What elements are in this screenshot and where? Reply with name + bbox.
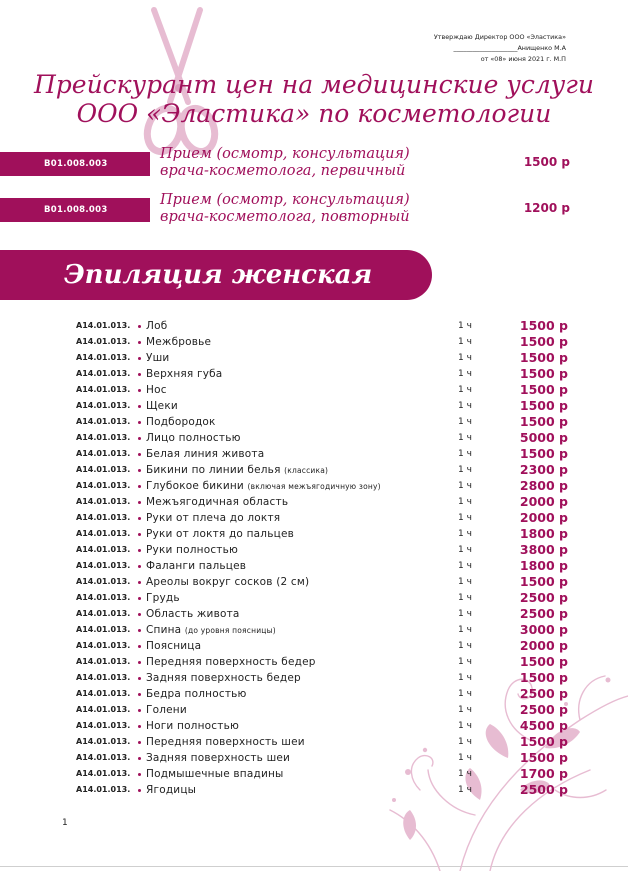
service-code: A14.01.013. xyxy=(76,561,131,570)
bullet-icon xyxy=(138,741,141,744)
bullet-icon xyxy=(138,405,141,408)
bullet-icon xyxy=(138,437,141,440)
service-name xyxy=(146,494,288,510)
table-row xyxy=(0,334,628,350)
service-price: 1500 р xyxy=(519,734,568,749)
service-duration: 1 ч xyxy=(458,353,472,363)
consultation-row xyxy=(0,192,628,232)
service-price: 1500 р xyxy=(519,414,568,429)
service-name xyxy=(146,590,180,606)
service-duration: 1 ч xyxy=(458,529,472,539)
service-name xyxy=(146,382,167,398)
bullet-icon xyxy=(138,389,141,392)
service-code: A14.01.013. xyxy=(76,337,131,346)
service-price: 2300 р xyxy=(519,462,568,477)
service-name xyxy=(160,146,410,180)
service-name-text: Поясница xyxy=(146,640,202,652)
service-name xyxy=(146,638,201,654)
service-name-text: Руки полностью xyxy=(146,544,239,556)
service-price: 1500 р xyxy=(519,750,568,765)
service-name-text: Грудь xyxy=(146,592,180,604)
service-name-text: Передняя поверхность шеи xyxy=(146,736,305,748)
service-price: 1500 р xyxy=(519,382,568,397)
service-name xyxy=(146,398,178,414)
bullet-icon xyxy=(138,645,141,648)
service-price: 1500 р xyxy=(519,574,568,589)
service-name-text: Лицо полностью xyxy=(146,432,241,444)
table-row xyxy=(0,398,628,414)
page-number: 1 xyxy=(62,818,68,828)
table-row xyxy=(0,622,628,638)
service-price: 4500 р xyxy=(519,718,568,733)
service-duration: 1 ч xyxy=(458,609,472,619)
bullet-icon xyxy=(138,661,141,664)
service-code: A14.01.013. xyxy=(76,353,131,362)
service-name-text: Область живота xyxy=(146,608,240,620)
service-code: A14.01.013. xyxy=(76,481,131,490)
service-code: A14.01.013. xyxy=(76,577,131,586)
table-row xyxy=(0,414,628,430)
service-price: 1500 р xyxy=(519,670,568,685)
service-name xyxy=(146,542,238,558)
service-name-text: Задняя поверхность бедер xyxy=(146,672,301,684)
bullet-icon xyxy=(138,693,141,696)
service-name-text: Нос xyxy=(146,384,167,396)
service-duration: 1 ч xyxy=(458,545,472,555)
service-price: 1500 р xyxy=(519,398,568,413)
code-bar xyxy=(0,198,150,222)
bullet-icon xyxy=(138,421,141,424)
service-duration: 1 ч xyxy=(458,433,472,443)
service-price: 2000 р xyxy=(519,510,568,525)
bullet-icon xyxy=(138,757,141,760)
service-name-text: Подмышечные впадины xyxy=(146,768,284,780)
service-duration: 1 ч xyxy=(458,449,472,459)
service-name xyxy=(146,526,294,542)
bullet-icon xyxy=(138,341,141,344)
page-title-line-2: ООО «Эластика» по косметологии xyxy=(76,99,552,128)
service-code: A14.01.013. xyxy=(76,497,131,506)
table-row xyxy=(0,382,628,398)
bullet-icon xyxy=(138,613,141,616)
service-price: 1800 р xyxy=(519,526,568,541)
table-row xyxy=(0,366,628,382)
service-name-text: Голени xyxy=(146,704,187,716)
service-code: A14.01.013. xyxy=(76,609,131,618)
service-price: 2500 р xyxy=(519,782,568,797)
service-code: A14.01.013. xyxy=(76,657,131,666)
service-name xyxy=(146,462,328,479)
table-row xyxy=(0,526,628,542)
service-name xyxy=(146,702,187,718)
service-price: 5000 р xyxy=(519,430,568,445)
service-duration: 1 ч xyxy=(458,705,472,715)
service-code: B01.008.003 xyxy=(44,159,108,169)
service-name xyxy=(146,734,305,750)
service-code: A14.01.013. xyxy=(76,705,131,714)
service-duration: 1 ч xyxy=(458,673,472,683)
service-duration: 1 ч xyxy=(458,737,472,747)
service-code: A14.01.013. xyxy=(76,737,131,746)
service-note: (до уровня поясницы) xyxy=(184,626,276,635)
service-name xyxy=(146,350,169,366)
service-duration: 1 ч xyxy=(458,497,472,507)
service-name xyxy=(146,654,316,670)
service-name-text: Межбровье xyxy=(146,336,212,348)
service-duration: 1 ч xyxy=(458,721,472,731)
service-name-text: Руки от плеча до локтя xyxy=(146,512,281,524)
service-code: A14.01.013. xyxy=(76,449,131,458)
service-code: A14.01.013. xyxy=(76,417,131,426)
table-row xyxy=(0,766,628,782)
bullet-icon xyxy=(138,773,141,776)
table-row xyxy=(0,718,628,734)
bullet-icon xyxy=(138,725,141,728)
service-name xyxy=(160,192,410,226)
service-name-text: Глубокое бикини xyxy=(146,480,244,492)
service-duration: 1 ч xyxy=(458,337,472,347)
service-code: A14.01.013. xyxy=(76,721,131,730)
service-duration: 1 ч xyxy=(458,577,472,587)
service-name-text: Ареолы вокруг сосков (2 см) xyxy=(146,576,310,588)
table-row xyxy=(0,702,628,718)
service-price: 1200 р xyxy=(523,201,570,215)
service-duration: 1 ч xyxy=(458,465,472,475)
service-name xyxy=(146,574,309,590)
service-code: A14.01.013. xyxy=(76,513,131,522)
approval-line-signature: ____________________Анищенко М.А xyxy=(453,44,566,52)
service-name-line-2: врача-косметолога, повторный xyxy=(160,209,410,225)
service-name-text: Ягодицы xyxy=(146,784,197,796)
service-code: B01.008.003 xyxy=(44,205,108,215)
table-row xyxy=(0,430,628,446)
bullet-icon xyxy=(138,469,141,472)
service-price: 1500 р xyxy=(519,318,568,333)
page-title xyxy=(0,70,628,128)
table-row xyxy=(0,462,628,478)
service-duration: 1 ч xyxy=(458,689,472,699)
service-code: A14.01.013. xyxy=(76,769,131,778)
service-name-line-1: Прием (осмотр, консультация) xyxy=(160,146,410,162)
service-duration: 1 ч xyxy=(458,385,472,395)
service-name xyxy=(146,446,264,462)
service-name xyxy=(146,766,284,782)
service-price: 2500 р xyxy=(519,702,568,717)
service-code: A14.01.013. xyxy=(76,641,131,650)
table-row xyxy=(0,734,628,750)
table-row xyxy=(0,558,628,574)
service-name xyxy=(146,670,301,686)
service-note: (классика) xyxy=(284,466,329,475)
bullet-icon xyxy=(138,373,141,376)
service-duration: 1 ч xyxy=(458,417,472,427)
service-price: 3800 р xyxy=(519,542,568,557)
service-duration: 1 ч xyxy=(458,593,472,603)
bullet-icon xyxy=(138,581,141,584)
service-name-text: Белая линия живота xyxy=(146,448,265,460)
service-code: A14.01.013. xyxy=(76,625,131,634)
service-code: A14.01.013. xyxy=(76,433,131,442)
service-price: 2000 р xyxy=(519,638,568,653)
service-name-text: Передняя поверхность бедер xyxy=(146,656,316,668)
table-row xyxy=(0,446,628,462)
service-note: (включая межъягодичную зону) xyxy=(247,482,381,491)
code-bar xyxy=(0,152,150,176)
service-price: 2500 р xyxy=(519,590,568,605)
service-name-text: Задняя поверхность шеи xyxy=(146,752,291,764)
service-code: A14.01.013. xyxy=(76,465,131,474)
table-row xyxy=(0,350,628,366)
bullet-icon xyxy=(138,677,141,680)
page-title-line-1: Прейскурант цен на медицинские услуги xyxy=(33,70,595,99)
service-duration: 1 ч xyxy=(458,369,472,379)
table-row xyxy=(0,574,628,590)
service-name xyxy=(146,334,211,350)
service-name-text: Спина xyxy=(146,624,182,636)
section-banner xyxy=(0,250,432,300)
service-duration: 1 ч xyxy=(458,625,472,635)
service-price: 2500 р xyxy=(519,606,568,621)
table-row xyxy=(0,494,628,510)
service-name xyxy=(146,686,247,702)
service-code: A14.01.013. xyxy=(76,401,131,410)
service-name-text: Ноги полностью xyxy=(146,720,240,732)
service-code: A14.01.013. xyxy=(76,385,131,394)
service-price: 1500 р xyxy=(519,350,568,365)
service-duration: 1 ч xyxy=(458,657,472,667)
table-row xyxy=(0,478,628,494)
bullet-icon xyxy=(138,325,141,328)
bullet-icon xyxy=(138,517,141,520)
table-row xyxy=(0,590,628,606)
service-duration: 1 ч xyxy=(458,481,472,491)
service-duration: 1 ч xyxy=(458,513,472,523)
bullet-icon xyxy=(138,533,141,536)
table-row xyxy=(0,542,628,558)
table-row xyxy=(0,654,628,670)
service-code: A14.01.013. xyxy=(76,785,131,794)
service-name-text: Бикини по линии белья xyxy=(146,464,281,476)
service-price: 2800 р xyxy=(519,478,568,493)
service-duration: 1 ч xyxy=(458,641,472,651)
service-code: A14.01.013. xyxy=(76,529,131,538)
service-name xyxy=(146,606,240,622)
service-name xyxy=(146,558,246,574)
service-name-text: Лоб xyxy=(146,320,168,332)
bullet-icon xyxy=(138,789,141,792)
table-row xyxy=(0,318,628,334)
bullet-icon xyxy=(138,597,141,600)
table-row xyxy=(0,670,628,686)
service-price: 1700 р xyxy=(519,766,568,781)
service-price: 1800 р xyxy=(519,558,568,573)
section-title: Эпиляция женская xyxy=(64,260,373,290)
service-name-text: Уши xyxy=(146,352,170,364)
service-code: A14.01.013. xyxy=(76,369,131,378)
bullet-icon xyxy=(138,549,141,552)
service-duration: 1 ч xyxy=(458,785,472,795)
bullet-icon xyxy=(138,501,141,504)
table-row xyxy=(0,782,628,798)
service-code: A14.01.013. xyxy=(76,673,131,682)
service-duration: 1 ч xyxy=(458,321,472,331)
service-price: 1500 р xyxy=(519,366,568,381)
service-name xyxy=(146,718,239,734)
service-name xyxy=(146,478,381,495)
service-code: A14.01.013. xyxy=(76,593,131,602)
service-name-text: Руки от локтя до пальцев xyxy=(146,528,294,540)
service-name-line-2: врача-косметолога, первичный xyxy=(160,163,406,179)
service-name-text: Щеки xyxy=(146,400,178,412)
service-name-text: Подбородок xyxy=(146,416,216,428)
service-code: A14.01.013. xyxy=(76,321,131,330)
service-price: 2000 р xyxy=(519,494,568,509)
service-price: 1500 р xyxy=(523,155,570,169)
service-name-text: Верхняя губа xyxy=(146,368,223,380)
service-duration: 1 ч xyxy=(458,561,472,571)
approval-block xyxy=(434,32,566,65)
service-price: 1500 р xyxy=(519,446,568,461)
table-row xyxy=(0,686,628,702)
table-row xyxy=(0,638,628,654)
service-price: 3000 р xyxy=(519,622,568,637)
service-name-line-1: Прием (осмотр, консультация) xyxy=(160,192,410,208)
bullet-icon xyxy=(138,565,141,568)
consultation-row xyxy=(0,146,628,186)
service-price: 1500 р xyxy=(519,334,568,349)
service-name xyxy=(146,366,222,382)
service-price: 2500 р xyxy=(519,686,568,701)
service-name xyxy=(146,750,290,766)
service-duration: 1 ч xyxy=(458,769,472,779)
approval-line-director: Утверждаю Директор ООО «Эластика» xyxy=(433,33,566,41)
table-row xyxy=(0,750,628,766)
service-code: A14.01.013. xyxy=(76,753,131,762)
bullet-icon xyxy=(138,709,141,712)
service-name xyxy=(146,318,167,334)
service-name-text: Бедра полностью xyxy=(146,688,247,700)
service-name xyxy=(146,510,280,526)
service-name xyxy=(146,782,196,798)
service-name xyxy=(146,622,276,639)
service-duration: 1 ч xyxy=(458,401,472,411)
bullet-icon xyxy=(138,629,141,632)
table-row xyxy=(0,510,628,526)
service-name-text: Межъягодичная область xyxy=(146,496,289,508)
price-list xyxy=(0,318,628,798)
bullet-icon xyxy=(138,485,141,488)
bullet-icon xyxy=(138,357,141,360)
service-name xyxy=(146,414,216,430)
service-price: 1500 р xyxy=(519,654,568,669)
service-name-text: Фаланги пальцев xyxy=(146,560,247,572)
service-duration: 1 ч xyxy=(458,753,472,763)
table-row xyxy=(0,606,628,622)
service-code: A14.01.013. xyxy=(76,545,131,554)
service-name xyxy=(146,430,241,446)
approval-line-date: от «08» июня 2021 г. М.П xyxy=(480,55,566,63)
service-code: A14.01.013. xyxy=(76,689,131,698)
bullet-icon xyxy=(138,453,141,456)
